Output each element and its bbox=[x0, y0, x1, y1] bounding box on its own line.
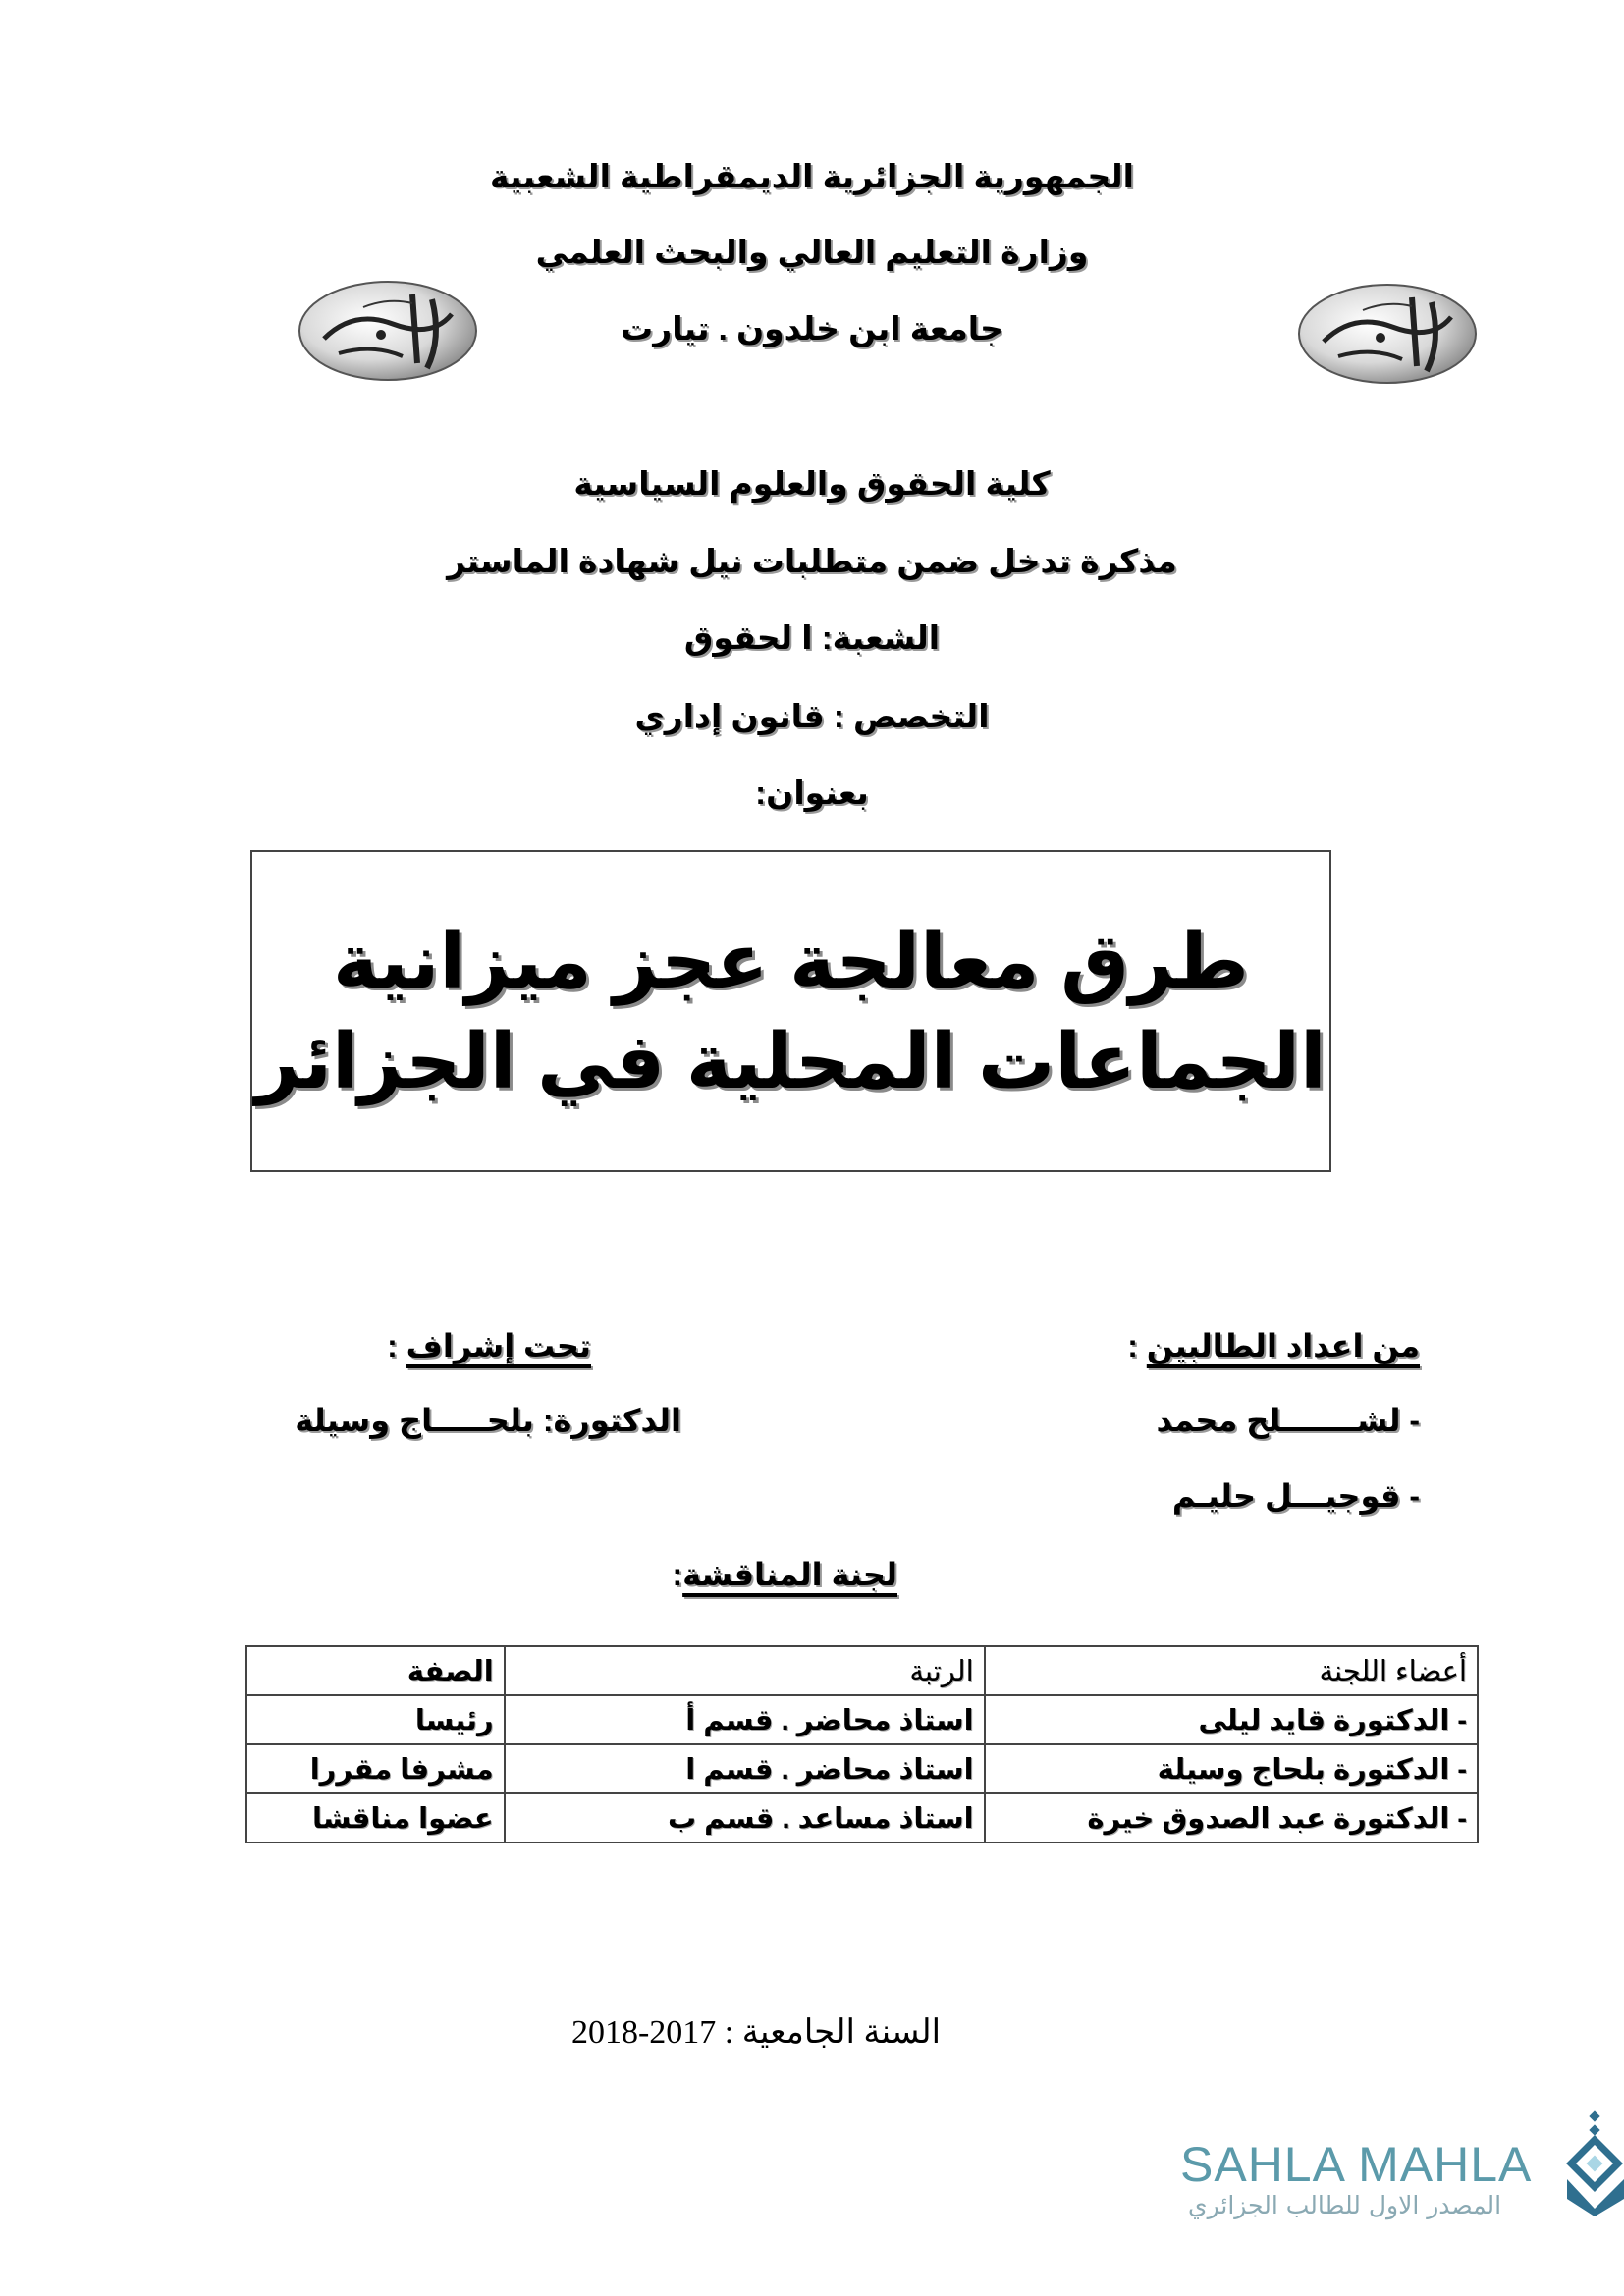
member-rank: استاذ محاضر . قسم أ bbox=[505, 1695, 985, 1744]
member-name: - الدكتورة قايد ليلى bbox=[985, 1695, 1478, 1744]
students-heading bbox=[1127, 1327, 1420, 1364]
memo-description: مذكرة تدخل ضمن متطلبات نيل شهادة الماستر bbox=[447, 543, 1177, 579]
university-seal-left-icon bbox=[295, 270, 481, 386]
specialty-label: التخصص : قانون إداري bbox=[634, 698, 990, 734]
branch-label: الشعبة: ا لحقوق bbox=[683, 619, 941, 656]
thesis-title-line-2: الجماعات المحلية في الجزائر bbox=[255, 1018, 1326, 1104]
brand-tagline: المصدر الاول للطالب الجزائري bbox=[1188, 2191, 1502, 2219]
ministry-heading: وزارة التعليم العالي والبحث العلمي bbox=[535, 234, 1089, 270]
supervisor-heading bbox=[387, 1327, 591, 1364]
member-name: - الدكتورة بلحاج وسيلة bbox=[985, 1744, 1478, 1793]
header-role: الصفة bbox=[246, 1646, 505, 1695]
table-row bbox=[246, 1793, 1478, 1842]
university-heading: جامعة ابن خلدون . تيارت bbox=[621, 310, 1003, 347]
sahla-mahla-brand bbox=[1168, 2110, 1620, 2218]
thesis-title-line-1: طرق معالجة عجز ميزانية bbox=[333, 918, 1249, 1004]
committee-colon: : bbox=[672, 1557, 683, 1592]
student-name-1: - لشـــــــلح محمد bbox=[1156, 1403, 1420, 1438]
students-colon: : bbox=[1127, 1328, 1147, 1363]
university-seal-right-icon bbox=[1294, 273, 1481, 389]
member-role: مشرفا مقررا bbox=[246, 1744, 505, 1793]
committee-label: لجنة المناقشة bbox=[682, 1557, 897, 1592]
header-rank: الرتبة bbox=[505, 1646, 985, 1695]
member-role: عضوا مناقشا bbox=[246, 1793, 505, 1842]
students-label: من اعداد الطالبين bbox=[1146, 1328, 1420, 1363]
academic-year: السنة الجامعية : 2017-2018 bbox=[570, 2014, 942, 2051]
header-members: أعضاء اللجنة bbox=[985, 1646, 1478, 1695]
thesis-title-box bbox=[250, 850, 1331, 1172]
supervisor-name: الدكتورة: بلحـــــاج وسيلة bbox=[295, 1403, 681, 1438]
table-row bbox=[246, 1744, 1478, 1793]
supervisor-colon: : bbox=[387, 1328, 406, 1363]
title-intro-label: بعنوان: bbox=[755, 774, 869, 811]
supervisor-label: تحت إشراف bbox=[406, 1328, 591, 1363]
member-rank: استاذ مساعد . قسم ب bbox=[505, 1793, 985, 1842]
student-name-2: - قوجيـــل حليـم bbox=[1171, 1478, 1420, 1514]
committee-heading bbox=[672, 1556, 897, 1593]
table-header-row bbox=[246, 1646, 1478, 1695]
brand-calligraphy-icon bbox=[1561, 2110, 1624, 2218]
republic-heading: الجمهورية الجزائرية الديمقراطية الشعبية bbox=[490, 158, 1134, 194]
table-row bbox=[246, 1695, 1478, 1744]
committee-table bbox=[245, 1645, 1479, 1843]
member-role: رئيسا bbox=[246, 1695, 505, 1744]
member-rank: استاذ محاضر . قسم ا bbox=[505, 1744, 985, 1793]
faculty-name: كلية الحقوق والعلوم السياسية bbox=[573, 465, 1051, 502]
member-name: - الدكتورة عبد الصدوق خيرة bbox=[985, 1793, 1478, 1842]
brand-name: SAHLA MAHLA bbox=[1180, 2137, 1533, 2192]
